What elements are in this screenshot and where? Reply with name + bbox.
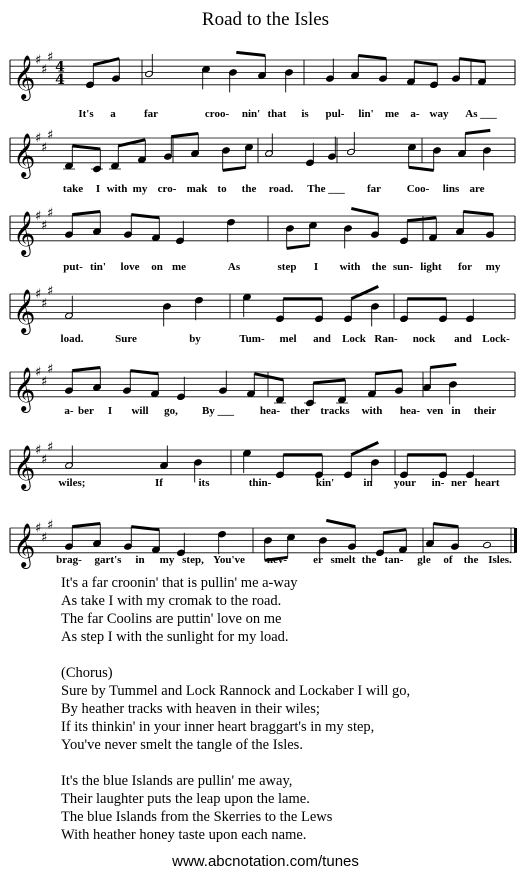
lyric-syllable: gart's <box>94 554 122 566</box>
lyric-syllable: in <box>363 477 373 489</box>
beam <box>130 371 158 374</box>
beam <box>459 59 485 62</box>
lyric-syllable: the <box>463 554 479 566</box>
lyric-syllable: a- <box>410 108 420 120</box>
beam <box>93 59 119 65</box>
beam <box>313 380 345 383</box>
lyric-syllable: As ___ <box>465 108 497 120</box>
beam <box>463 212 493 215</box>
sharp-icon: ♯ <box>47 439 54 455</box>
lyric-syllable: the <box>361 554 377 566</box>
time-signature-bottom: 4 <box>55 71 65 88</box>
treble-clef-icon: 𝄞 <box>13 54 36 99</box>
lyric-syllable: a <box>110 108 116 120</box>
lyric-syllable: for <box>457 261 473 273</box>
sharp-icon: ♯ <box>35 365 42 380</box>
sharp-icon: ♯ <box>47 283 54 299</box>
sharp-icon: ♯ <box>35 131 42 146</box>
lyric-syllable: Lock <box>342 333 366 345</box>
lyric-syllable: pul- <box>325 108 345 120</box>
lyric-syllable: will <box>131 405 149 417</box>
beam <box>223 167 246 170</box>
lyric-syllable: the <box>241 183 257 195</box>
lyric-syllable: their <box>473 405 497 417</box>
beam <box>287 245 310 248</box>
lyric-syllable: by <box>189 333 201 345</box>
sharp-icon: ♯ <box>35 53 42 68</box>
beam <box>171 134 198 137</box>
lyric-syllable: road. <box>268 183 294 195</box>
beam <box>414 62 437 65</box>
sharp-icon: ♯ <box>41 62 48 78</box>
beam <box>409 167 434 170</box>
lyric-syllable: of <box>443 554 453 566</box>
verse-line: Sure by Tummel and Lock Rannock and Lockaber I will go, <box>61 683 411 699</box>
lyric-line <box>0 554 531 570</box>
lyric-syllable: tracks <box>320 405 350 417</box>
lyric-syllable: my <box>485 261 501 273</box>
lyric-line <box>0 261 531 277</box>
lyric-syllable: the <box>371 261 387 273</box>
lyric-syllable: If <box>155 477 163 489</box>
lyric-syllable: Lock- <box>482 333 510 345</box>
lyric-line <box>0 183 531 199</box>
treble-clef-icon: 𝄞 <box>13 522 36 567</box>
beam <box>118 140 145 146</box>
lyric-syllable: in <box>451 405 461 417</box>
lyric-syllable: and <box>313 333 331 345</box>
lyric-syllable: in- <box>431 477 445 489</box>
lyric-syllable: mel <box>279 333 297 345</box>
lyric-syllable: gle <box>417 554 431 566</box>
lyric-syllable: its <box>198 477 210 489</box>
sharp-icon: ♯ <box>41 374 48 390</box>
beam <box>351 286 378 298</box>
lyric-syllable: You've <box>213 554 245 566</box>
beam <box>254 374 283 380</box>
lyric-syllable: that <box>267 108 287 120</box>
lyric-syllable: heart <box>474 477 500 489</box>
lyric-syllable: ber <box>78 405 94 417</box>
lyric-syllable: put- <box>63 261 83 273</box>
lyric-syllable: in <box>135 554 145 566</box>
beam <box>465 130 490 133</box>
lyric-syllable: lins <box>442 183 460 195</box>
lyric-syllable: The ___ <box>307 183 345 195</box>
stanza-gap <box>61 646 410 664</box>
verse-line: The blue Islands from the Skerries to the Lews <box>61 809 333 825</box>
sharp-icon: ♯ <box>41 296 48 312</box>
time-signature-top: 4 <box>55 59 65 76</box>
verse-line: It's the blue Islands are pullin' me away, <box>61 773 293 789</box>
sharp-icon: ♯ <box>47 517 54 533</box>
sharp-icon: ♯ <box>41 452 48 468</box>
tune-title: Road to the Isles <box>201 9 330 30</box>
lyric-syllable: with <box>106 183 128 195</box>
lyric-syllable: love <box>120 261 140 273</box>
lyric-syllable: By ___ <box>201 405 235 417</box>
beam <box>407 218 436 221</box>
sharp-icon: ♯ <box>35 443 42 458</box>
treble-clef-icon: 𝄞 <box>13 444 36 489</box>
beam <box>383 530 406 533</box>
staff-system <box>10 284 515 335</box>
lyric-syllable: lin' <box>358 108 374 120</box>
verse-line: You've never smelt the tangle of the Isles. <box>61 737 303 753</box>
lyric-syllable: go, <box>164 405 178 417</box>
lyric-line <box>0 108 531 124</box>
lyric-syllable: light <box>420 261 442 273</box>
sharp-icon: ♯ <box>47 361 54 377</box>
note-head <box>483 541 492 548</box>
lyric-syllable: I <box>95 183 101 195</box>
lyric-syllable: with <box>361 405 383 417</box>
beam <box>72 524 100 527</box>
verse-line: As step I with the sunlight for my load. <box>61 629 289 645</box>
lyric-syllable: hea- <box>259 405 281 417</box>
lyric-syllable: on <box>151 261 163 273</box>
beam <box>72 368 100 371</box>
lyric-syllable: your <box>394 477 416 489</box>
lyric-syllable: step <box>277 261 297 273</box>
lyric-syllable: Sure <box>115 333 137 345</box>
lyric-syllable: is <box>301 108 309 120</box>
lyric-syllable: nock <box>412 333 436 345</box>
staff-system <box>10 50 515 101</box>
lyric-syllable: croo- <box>204 108 230 120</box>
lyric-syllable: tan- <box>384 554 404 566</box>
lyric-syllable: Ran- <box>374 333 398 345</box>
beam <box>72 146 100 149</box>
lyric-syllable: way <box>429 108 449 120</box>
lyric-syllable: far <box>143 108 159 120</box>
sharp-icon: ♯ <box>41 140 48 156</box>
stanza-gap <box>61 754 410 772</box>
lyric-syllable: ther <box>290 405 310 417</box>
lyric-syllable: thin- <box>248 477 272 489</box>
beam <box>351 442 378 454</box>
lyric-syllable: tin' <box>90 261 106 273</box>
lyric-line <box>0 405 531 421</box>
lyric-syllable: sun- <box>392 261 414 273</box>
lyric-syllable: me <box>384 108 400 120</box>
lyric-syllable: far <box>366 183 382 195</box>
lyric-syllable: a- <box>64 405 74 417</box>
lyric-syllable: my <box>132 183 148 195</box>
verse-line: If its thinkin' in your inner heart braggart's in my step, <box>61 719 375 735</box>
beam <box>430 364 456 367</box>
lyric-syllable: smelt <box>330 554 356 566</box>
beam <box>131 527 159 530</box>
beam <box>351 208 378 214</box>
beam <box>433 524 458 527</box>
lyric-syllable: ner <box>451 477 467 489</box>
verse-line: With heather honey taste upon each name. <box>61 827 307 843</box>
lyric-syllable: step, <box>182 554 204 566</box>
verse-line: It's a far croonin' that is pullin' me a-way <box>61 575 298 591</box>
sharp-icon: ♯ <box>35 209 42 224</box>
lyric-syllable: cro- <box>157 183 177 195</box>
sharp-icon: ♯ <box>41 530 48 546</box>
lyric-syllable: It's <box>78 108 94 120</box>
footer-url[interactable]: www.abcnotation.com/tunes <box>172 853 359 870</box>
lyric-syllable: er <box>313 554 323 566</box>
lyric-line <box>0 477 531 493</box>
sharp-icon: ♯ <box>35 521 42 536</box>
lyric-syllable: I <box>313 261 319 273</box>
sharp-icon: ♯ <box>35 287 42 302</box>
lyric-syllable: As <box>227 261 241 273</box>
lyric-syllable: mak <box>186 183 208 195</box>
verse-text <box>61 574 410 844</box>
lyric-syllable: brag- <box>56 554 82 566</box>
verse-line: By heather tracks with heaven in their wiles; <box>61 701 320 717</box>
beam <box>326 520 355 526</box>
beam <box>131 215 159 218</box>
sharp-icon: ♯ <box>47 205 54 221</box>
lyric-syllable: and <box>454 333 472 345</box>
lyric-syllable: ven <box>426 405 444 417</box>
treble-clef-icon: 𝄞 <box>13 132 36 177</box>
sharp-icon: ♯ <box>47 49 54 65</box>
treble-clef-icon: 𝄞 <box>13 288 36 333</box>
staff-system <box>10 128 515 179</box>
beam <box>358 56 386 59</box>
lyric-syllable: my <box>159 554 175 566</box>
lyric-syllable: me <box>171 261 187 273</box>
beam <box>72 212 100 215</box>
verse-line: The far Coolins are puttin' love on me <box>61 611 282 627</box>
lyric-syllable: nev- <box>266 554 288 566</box>
beam <box>375 371 402 374</box>
lyric-syllable: are <box>469 183 485 195</box>
sharp-icon: ♯ <box>47 127 54 143</box>
lyric-syllable: to <box>217 183 227 195</box>
lyric-syllable: nin' <box>241 108 261 120</box>
lyric-syllable: wiles; <box>58 477 86 489</box>
sharp-icon: ♯ <box>41 218 48 234</box>
treble-clef-icon: 𝄞 <box>13 210 36 255</box>
lyric-line <box>0 333 531 349</box>
lyric-syllable: take <box>62 183 84 195</box>
staff-system <box>10 206 515 257</box>
lyric-syllable: I <box>107 405 113 417</box>
lyric-syllable: kin' <box>315 477 335 489</box>
lyric-syllable: Tum- <box>239 333 265 345</box>
verse-line: (Chorus) <box>61 665 113 681</box>
lyric-syllable: hea- <box>399 405 421 417</box>
lyric-syllable: load. <box>60 333 84 345</box>
lyric-syllable: Isles. <box>488 554 512 566</box>
treble-clef-icon: 𝄞 <box>13 366 36 411</box>
beam <box>236 52 265 55</box>
verse-line: As take I with my cromak to the road. <box>61 593 282 609</box>
lyric-syllable: with <box>339 261 361 273</box>
verse-line: Their laughter puts the leap upon the lame. <box>61 791 310 807</box>
lyric-syllable: Coo- <box>406 183 430 195</box>
final-barline <box>514 528 517 553</box>
